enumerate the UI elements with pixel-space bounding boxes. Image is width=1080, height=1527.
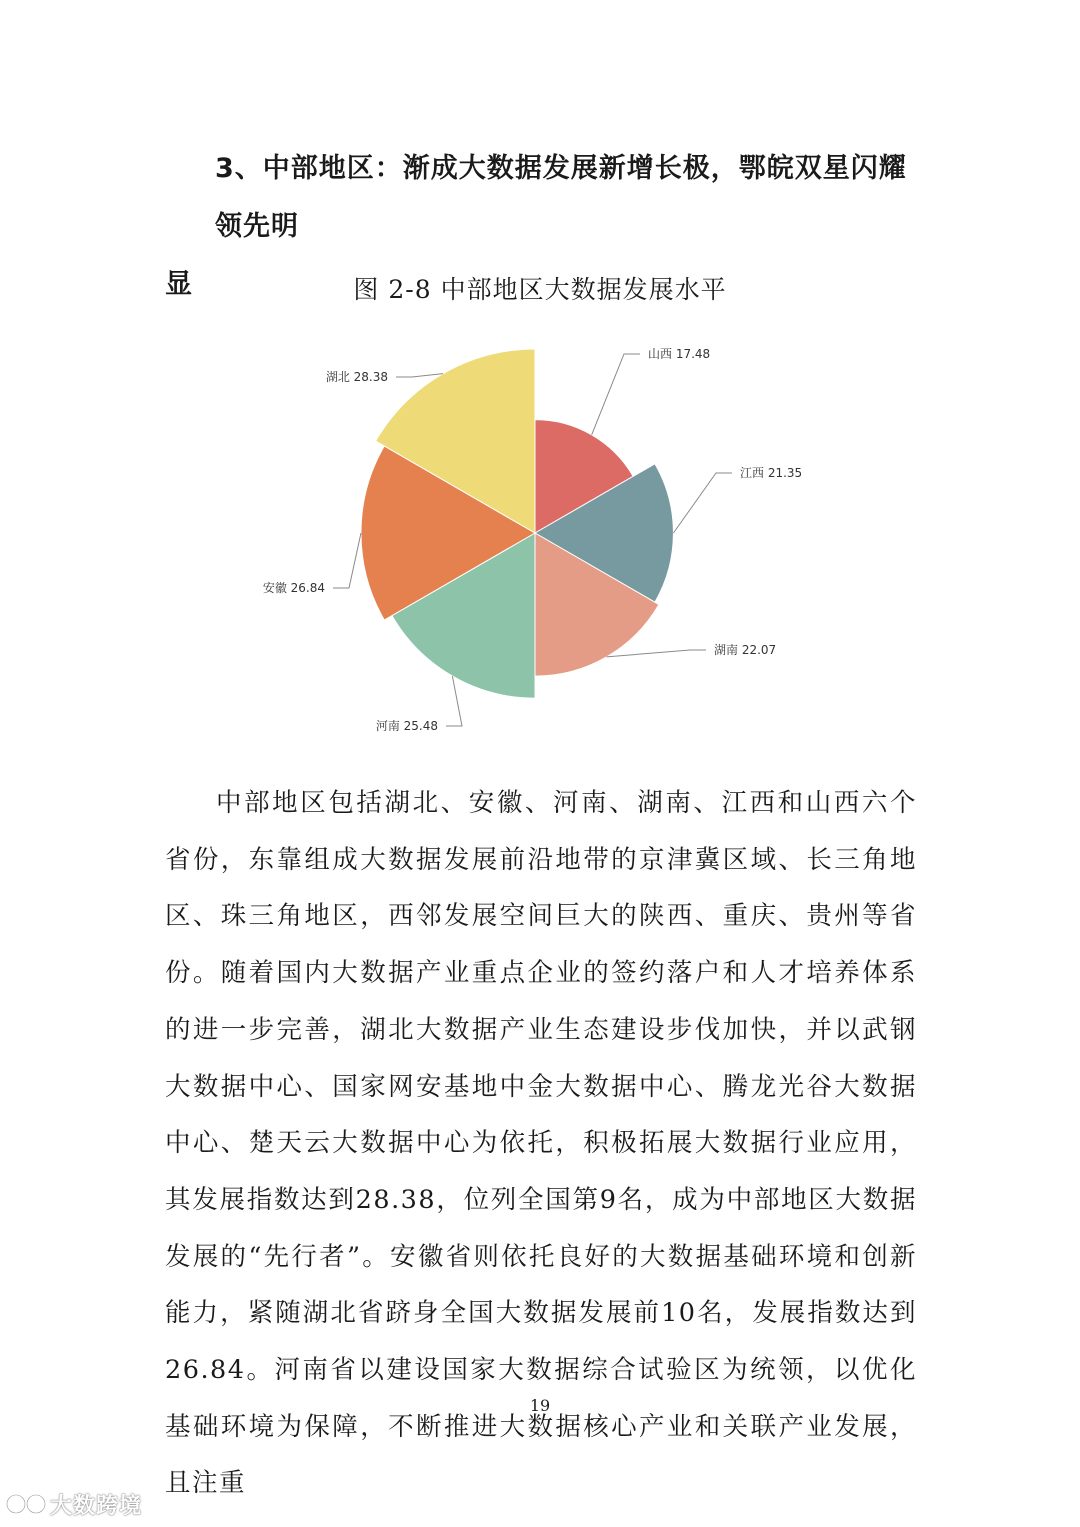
leader-line-湖南 [607,650,706,657]
leader-line-湖北 [396,374,443,377]
section-heading-line2: 显 [165,269,193,300]
leader-line-江西 [673,473,732,533]
page-number: 19 [529,1396,551,1415]
data-label-山西: 山西 17.48 [648,347,711,361]
data-label-湖北: 湖北 28.38 [325,370,388,384]
data-label-安徽: 安徽 26.84 [262,581,325,595]
data-label-江西: 江西 21.35 [740,466,803,480]
watermark-logo-icon [6,1491,46,1517]
leader-line-河南 [446,676,462,726]
watermark [6,1488,142,1520]
leader-line-安徽 [333,533,361,588]
data-label-湖南: 湖南 22.07 [714,643,777,657]
body-paragraph: 中部地区包括湖北、安徽、河南、湖南、江西和山西六个省份，东靠组成大数据发展前沿地带的京津冀区域、长三角地区、珠三角地区，西邻发展空间巨大的陕西、重庆、贵州等省份。随着国内大数据产业重点企业的签约落户和人才培养体系的进一步完善，湖北大数据产业生态建设步伐加快，并以武钢大数据中心、国家网安基地中金大数据中心、腾龙光谷大数据中心、楚天云大数据中心为依托，积极拓展大数据行业应用，其发展指数达到28.38，位列全国第9名，成为中部地区大数据发展的“先行者”。安徽省则依托良好的大数据基础环境和创新能力，紧随湖北省跻身全国大数据发展前10名，发展指数达到26.84。河南省以建设国家大数据综合试验区为统领，以优化基础环境为保障，不断推进大数据核心产业和关联产业发展，且注重 [165,788,917,1499]
figure-caption: 图 2-8 中部地区大数据发展水平 [353,275,727,304]
watermark-text: 大数跨境 [50,1493,143,1519]
section-heading-line1: 3、中部地区：渐成大数据发展新增长极，鄂皖双星闪耀领先明 [215,153,907,242]
data-label-河南: 河南 25.48 [375,719,438,733]
leader-line-山西 [592,354,640,435]
pie-chart [0,330,1080,750]
